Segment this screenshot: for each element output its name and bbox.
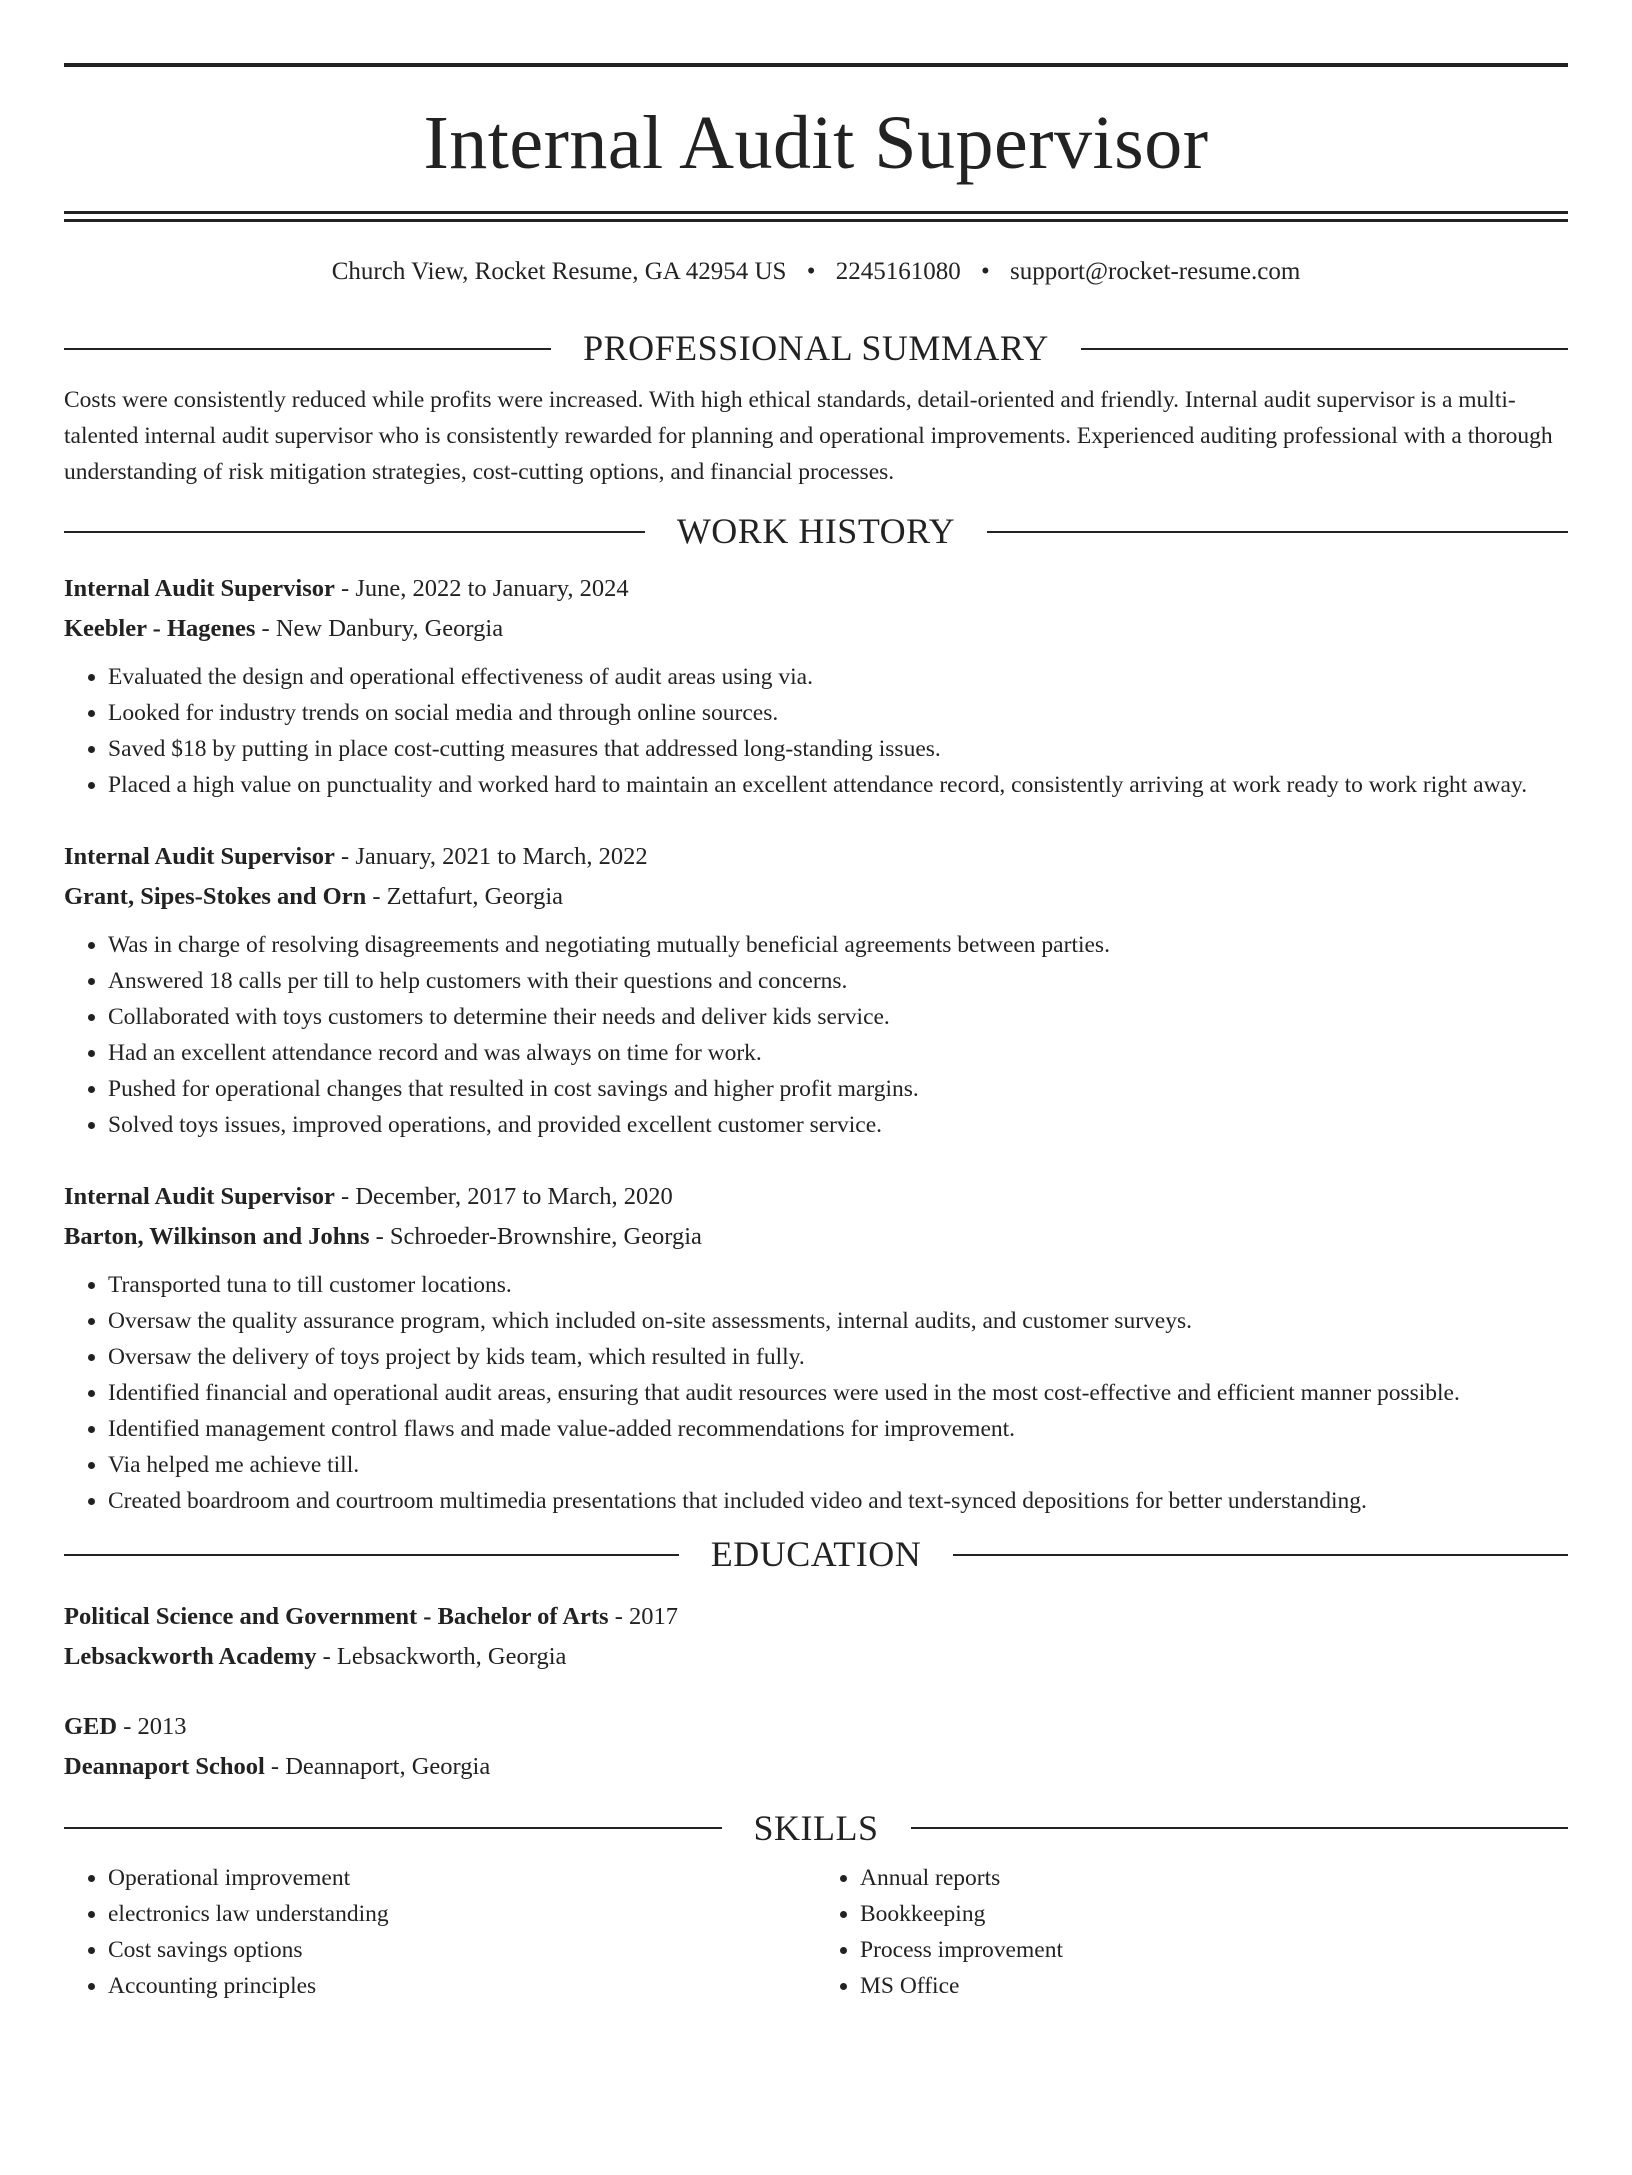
job-dates: - December, 2017 to March, 2020 bbox=[334, 1183, 673, 1211]
job-dates: - January, 2021 to March, 2022 bbox=[334, 843, 648, 871]
summary-text: Costs were consistently reduced while profits were increased. With high ethical standards, detail-oriented and friendly. Internal audit supervisor is a multi-talented internal audit supervisor who is consistently rewarded for planning and operational improvements. Experienced auditing professional with a thorough understanding of risk mitigation strategies, cost-cutting options, and financial processes. bbox=[64, 387, 1553, 486]
section-title: WORK HISTORY bbox=[676, 511, 956, 552]
job-bullets bbox=[64, 1267, 1568, 1519]
job-title: Internal Audit Supervisor bbox=[64, 575, 335, 603]
contact-separator: • bbox=[806, 258, 816, 285]
degree: Political Science and Government - Bachelor of Arts bbox=[64, 1602, 609, 1630]
heading-rule-left bbox=[64, 531, 645, 533]
work-section-heading bbox=[64, 510, 1568, 553]
list-item: • Had an excellent attendance record and was always on time for work. bbox=[108, 1035, 1568, 1071]
heading-rule-right bbox=[1081, 348, 1568, 350]
job-bullets bbox=[64, 927, 1568, 1143]
list-item: • Placed a high value on punctuality and worked hard to maintain an excellent attendance record, consistently arriving at work ready to work right away. bbox=[108, 767, 1568, 803]
school: Lebsackworth Academy bbox=[64, 1642, 317, 1670]
list-item: • Pushed for operational changes that resulted in cost savings and higher profit margins. bbox=[108, 1071, 1568, 1107]
skills-column-left bbox=[64, 1860, 816, 2004]
skills-list bbox=[64, 1860, 1568, 2004]
education-entry bbox=[64, 1707, 1568, 1787]
job-title-line bbox=[64, 569, 1568, 609]
job-title: Internal Audit Supervisor bbox=[64, 843, 335, 871]
list-item: • Answered 18 calls per till to help customers with their questions and concerns. bbox=[108, 963, 1568, 999]
job-entry bbox=[64, 569, 1568, 803]
heading-rule-right bbox=[987, 531, 1568, 533]
skill-item: • electronics law understanding bbox=[108, 1896, 816, 1932]
list-item: • Saved $18 by putting in place cost-cutting measures that addressed long-standing issues. bbox=[108, 731, 1568, 767]
resume-title: Internal Audit Supervisor bbox=[423, 101, 1209, 185]
list-item: • Solved toys issues, improved operations, and provided excellent customer service. bbox=[108, 1107, 1568, 1143]
skill-item: • MS Office bbox=[860, 1968, 1568, 2004]
job-title-line bbox=[64, 837, 1568, 877]
list-item: • Looked for industry trends on social media and through online sources. bbox=[108, 695, 1568, 731]
contact-email: support@rocket-resume.com bbox=[1009, 258, 1301, 285]
school: Deannaport School bbox=[64, 1752, 265, 1780]
heading-rule-left bbox=[64, 1554, 679, 1556]
job-company: Barton, Wilkinson and Johns bbox=[64, 1223, 370, 1251]
job-company: Grant, Sipes-Stokes and Orn bbox=[64, 883, 367, 911]
contact-address: Church View, Rocket Resume, GA 42954 US bbox=[331, 258, 787, 285]
list-item: • Created boardroom and courtroom multimedia presentations that included video and text-synced depositions for better understanding. bbox=[108, 1483, 1568, 1519]
job-dates: - June, 2022 to January, 2024 bbox=[334, 575, 629, 603]
job-title-line bbox=[64, 1177, 1568, 1217]
degree-line bbox=[64, 1707, 1568, 1747]
school-location: - Deannaport, Georgia bbox=[264, 1752, 491, 1780]
contact-line bbox=[64, 257, 1568, 287]
list-item: • Identified management control flaws and made value-added recommendations for improvement. bbox=[108, 1411, 1568, 1447]
degree-year: - 2017 bbox=[608, 1602, 679, 1630]
job-entry bbox=[64, 1177, 1568, 1519]
degree-line bbox=[64, 1597, 1568, 1637]
skills-section-heading bbox=[64, 1807, 1568, 1850]
list-item: • Oversaw the delivery of toys project by kids team, which resulted in fully. bbox=[108, 1339, 1568, 1375]
section-title: PROFESSIONAL SUMMARY bbox=[583, 328, 1049, 368]
list-item: • Oversaw the quality assurance program, which included on-site assessments, internal audits, and customer surveys. bbox=[108, 1303, 1568, 1339]
job-company-line bbox=[64, 1217, 1568, 1257]
heading-rule-right bbox=[911, 1827, 1569, 1829]
school-line bbox=[64, 1747, 1568, 1787]
school-location: - Lebsackworth, Georgia bbox=[316, 1642, 567, 1670]
job-company-line bbox=[64, 877, 1568, 917]
education-entry bbox=[64, 1597, 1568, 1677]
job-location: - Schroeder-Brownshire, Georgia bbox=[369, 1223, 702, 1251]
list-item: • Transported tuna to till customer locations. bbox=[108, 1267, 1568, 1303]
degree-year: - 2013 bbox=[117, 1712, 187, 1740]
job-company-line bbox=[64, 609, 1568, 649]
skill-item: • Accounting principles bbox=[108, 1968, 816, 2004]
school-line bbox=[64, 1637, 1568, 1677]
degree: GED bbox=[64, 1712, 118, 1740]
contact-phone: 2245161080 bbox=[835, 258, 961, 285]
list-item: • Was in charge of resolving disagreements and negotiating mutually beneficial agreements between parties. bbox=[108, 927, 1568, 963]
skill-item: • Bookkeeping bbox=[860, 1896, 1568, 1932]
skills-column-right bbox=[816, 1860, 1568, 2004]
job-location: - Zettafurt, Georgia bbox=[366, 883, 564, 911]
skill-item: • Cost savings options bbox=[108, 1932, 816, 1968]
job-entry bbox=[64, 837, 1568, 1143]
skill-item: • Annual reports bbox=[860, 1860, 1568, 1896]
title-double-divider bbox=[64, 211, 1568, 222]
job-title: Internal Audit Supervisor bbox=[64, 1183, 335, 1211]
contact-separator: • bbox=[980, 258, 990, 285]
job-company: Keebler - Hagenes bbox=[64, 615, 256, 643]
list-item: • Collaborated with toys customers to determine their needs and deliver kids service. bbox=[108, 999, 1568, 1035]
heading-rule-right bbox=[953, 1554, 1568, 1556]
heading-rule-left bbox=[64, 348, 551, 350]
section-title: EDUCATION bbox=[710, 1534, 922, 1575]
heading-rule-left bbox=[64, 1827, 722, 1829]
education-section-heading bbox=[64, 1533, 1568, 1576]
resume-page bbox=[0, 63, 1632, 2175]
skill-item: • Process improvement bbox=[860, 1932, 1568, 1968]
list-item: • Identified financial and operational audit areas, ensuring that audit resources were used in the most cost-effective and efficient manner possible. bbox=[108, 1375, 1568, 1411]
job-location: - New Danbury, Georgia bbox=[255, 615, 504, 643]
section-title: SKILLS bbox=[753, 1807, 879, 1848]
list-item: • Via helped me achieve till. bbox=[108, 1447, 1568, 1483]
summary-section-heading bbox=[64, 327, 1568, 370]
job-bullets bbox=[64, 659, 1568, 803]
list-item: • Evaluated the design and operational effectiveness of audit areas using via. bbox=[108, 659, 1568, 695]
top-divider bbox=[64, 63, 1568, 67]
skill-item: • Operational improvement bbox=[108, 1860, 816, 1896]
